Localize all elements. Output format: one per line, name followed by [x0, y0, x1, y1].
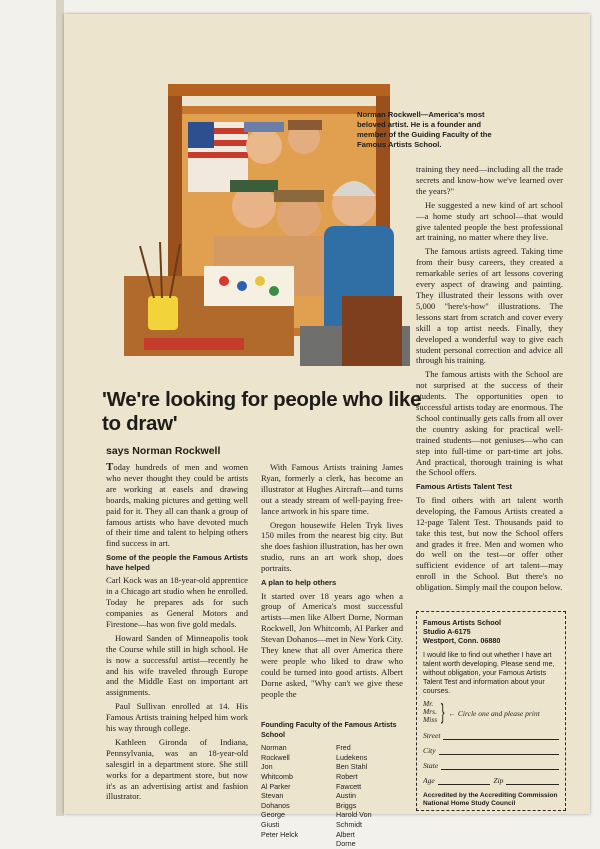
faculty-name: Austin Briggs: [336, 791, 357, 810]
city-label: City: [423, 746, 436, 756]
headline-attribution: says Norman Rockwell: [106, 445, 221, 457]
street-field[interactable]: [423, 731, 559, 740]
paragraph: It started over 18 years ago when a group of America's most successful artists—men like Albert Dorne, Norman Rockwell, Jon Whitcomb, Al Parker and Stevan Dohanos—met in New York City. They knew that all over America there were people who liked to draw who could be turned into good artists. Albert Dorne asked, "Why can't we give these people the: [261, 590, 403, 699]
paragraph: To find others with art talent worth developing, the Famous Artists created a 12-page Talent Test. Thousands paid to take this test, but now the School offers and grades it free. Men and women who do well on the test—or offer other sufficient evidence of art talent—may enroll in the School. But there's no obligation. Simply mail the coupon below.: [416, 494, 563, 593]
street-label: Street: [423, 730, 441, 740]
faculty-name: Albert Dorne: [336, 829, 356, 849]
paragraph: Oregon housewife Helen Tryk lives 150 miles from the nearest big city. But she does fashion illustration, has her own studio, runs an art work shop, does portraits.: [261, 519, 404, 574]
faculty-title: Founding Faculty of the Famous Artists School: [261, 720, 397, 739]
page-edge: [56, 0, 64, 816]
faculty-name: George Giusti: [261, 810, 285, 829]
paragraph: Howard Sanden of Minneapolis took the Course while still in high school. He is now a successful artist—recently he and his wife traveled through Europe and the Middle East on important art assignments.: [106, 632, 248, 698]
faculty-list-right: [336, 743, 411, 849]
paragraph: Carl Kock was an 18-year-old apprentice in a Chicago art studio when he enrolled. Today he prepares ads for such companies as General Motors and Firestone—has won five gold medals.: [106, 575, 248, 629]
paragraph: Paul Sullivan enrolled at 14. His Famous Artists training helped him work his way through college.: [106, 701, 248, 734]
mail-coupon: [416, 611, 566, 811]
paragraph-text: oday hundreds of men and women who never thought they could be artists are working at easels and drawing boards, making pictures and getting well paid for it. They all can thank a group of famous artists who have devoted much of their time and talent to helping others find success in art.: [106, 462, 248, 549]
school-city: Westport, Conn. 06880: [423, 636, 501, 646]
paragraph: training they need—including all the trade secrets and know-how we've learned over the years?": [416, 164, 563, 196]
faculty-list-left: [261, 743, 336, 849]
section-heading: A plan to help others: [261, 578, 337, 588]
city-field[interactable]: [423, 746, 559, 755]
drop-cap: T: [106, 461, 114, 473]
faculty-name: Harold Von Schmidt: [336, 810, 372, 829]
section-heading: Some of the people the Famous Artists have helped: [106, 553, 248, 572]
state-field[interactable]: [423, 761, 559, 770]
faculty-name: Peter Helck: [261, 829, 299, 839]
illustration-caption: Norman Rockwell—America's most beloved artist. He is a founder and member of the Guiding Faculty of the Famous Artists School.: [357, 110, 492, 149]
faculty-name: Jon Whitcomb: [261, 762, 293, 781]
faculty-name: Ben Stahl: [336, 762, 368, 772]
section-heading: Famous Artists Talent Test: [416, 482, 513, 492]
article-column-2: [261, 462, 403, 703]
state-label: State: [423, 761, 439, 771]
paragraph: [106, 462, 248, 549]
title-option[interactable]: Mr.: [423, 698, 434, 708]
age-zip-field[interactable]: [423, 776, 559, 785]
paragraph: With Famous Artists training James Ryan, formerly a clerk, has become an illustrator at Hughes Aircraft—and turns out a steady stream of well-paying free-lance artwork in his spare time.: [261, 462, 403, 516]
title-choice[interactable]: [423, 700, 559, 725]
coupon-request-text: I would like to find out whether I have art talent worth developing. Please send me, without obligation, your Famous Artists Talent Test and information about your courses.: [423, 649, 555, 696]
paragraph: The famous artists agreed. Taking time from their busy careers, they created a remarkable series of art lessons covering every aspect of drawing and painting. They illustrated their lessons with over 5,000 "here's-how" illustrations. The lessons start from scratch and cover every skill a top artist needs. Finally, they developed a wonderful way to give each student personal correction and advice all through his training.: [416, 246, 563, 366]
article-column-1: [106, 462, 248, 805]
title-option[interactable]: Mrs.: [423, 707, 437, 717]
faculty-name: Robert Fawcett: [336, 771, 362, 791]
studio-code: Studio A-6175: [423, 627, 471, 637]
page-headline: 'We're looking for people who like to draw': [102, 388, 422, 435]
age-label: Age: [423, 776, 435, 786]
faculty-name: Norman Rockwell: [261, 743, 290, 762]
circle-instruction: ← Circle one and please print: [448, 708, 540, 718]
zip-label: Zip: [493, 776, 504, 786]
founding-faculty-box: [261, 720, 411, 849]
brace-icon: }: [441, 698, 445, 724]
paragraph: He suggested a new kind of art school—a home study art school—that would give talented people the best professional art training, no matter where they live.: [416, 199, 563, 243]
title-option[interactable]: Miss: [423, 715, 438, 725]
article-column-3: [416, 164, 563, 596]
faculty-name: Fred Ludekens: [336, 743, 368, 762]
accreditation-note: Accredited by the Accrediting Commission National Home Study Council: [423, 791, 558, 807]
magazine-page: [64, 14, 590, 849]
faculty-name: Stevan Dohanos: [261, 791, 290, 810]
school-name: Famous Artists School: [423, 618, 502, 627]
paragraph: Kathleen Gironda of Indiana, Pennsylvania, was an 18-year-old salesgirl in a department store. She still works for a department store, but now it's as an advertising artist and fashion illustrator.: [106, 736, 248, 802]
coupon-address: [423, 618, 559, 646]
faculty-name: Al Parker: [261, 781, 291, 791]
paragraph: The famous artists with the School are not surprised at the success of their students. The opportunities open to successful artists today are enormous. The School continually gets calls from all over the country asking for practical well-trained students—not geniuses—who can step into full-time or part-time art jobs. And practical, thorough training is what the School offers.: [416, 369, 563, 478]
